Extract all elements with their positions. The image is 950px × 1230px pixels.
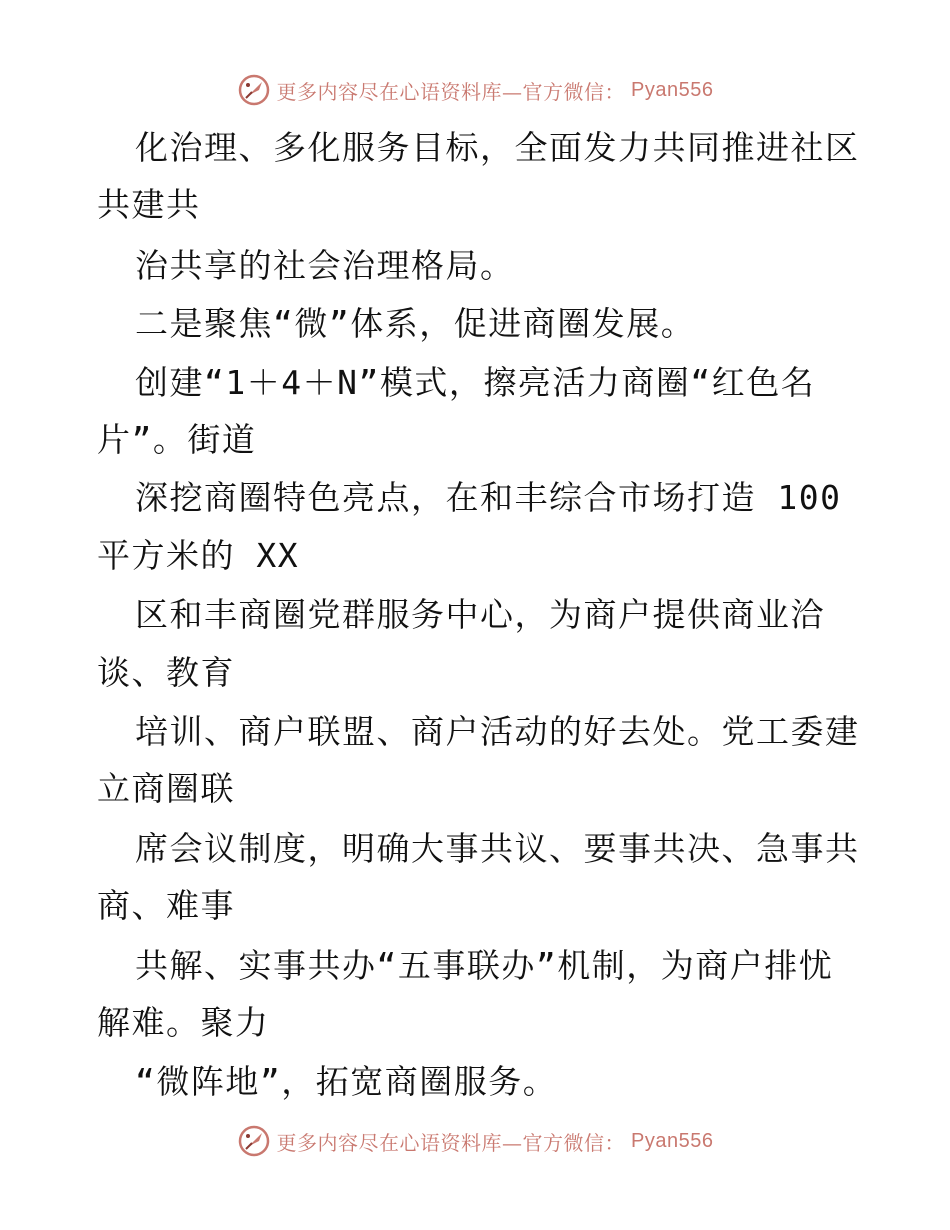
paragraph-line: 二是聚焦“微”体系，促进商圈发展。 [135, 304, 696, 343]
feather-pen-icon [237, 73, 271, 107]
paragraph-line: 治共享的社会治理格局。 [135, 246, 515, 285]
paragraph-line: 立商圈联 [97, 769, 235, 808]
paragraph-line: 创建“1＋4＋N”模式，擦亮活力商圈“红色名 [135, 363, 816, 402]
paragraph-line: 共建共 [97, 185, 201, 224]
paragraph-line: 培训、商户联盟、商户活动的好去处。党工委建 [135, 712, 860, 751]
footer-watermark [0, 1121, 950, 1161]
paragraph-line: 共解、实事共办“五事联办”机制，为商户排忧 [135, 946, 834, 985]
watermark-wechat-id: Pyan556 [631, 78, 714, 101]
paragraph-line: 席会议制度，明确大事共议、要事共决、急事共 [135, 829, 860, 868]
paragraph-line: 深挖商圈特色亮点，在和丰综合市场打造 100 [135, 478, 842, 517]
header-watermark [0, 70, 950, 110]
watermark-text: 更多内容尽在心语资料库—官方微信： [276, 1130, 626, 1155]
watermark-wechat-id: Pyan556 [631, 1129, 714, 1152]
paragraph-line: 区和丰商圈党群服务中心，为商户提供商业洽 [135, 595, 825, 634]
paragraph-line: 商、难事 [97, 886, 235, 925]
paragraph-line: 谈、教育 [97, 653, 235, 692]
watermark-text: 更多内容尽在心语资料库—官方微信： [276, 79, 626, 104]
feather-pen-icon [237, 1124, 271, 1158]
paragraph-line: “微阵地”，拓宽商圈服务。 [135, 1062, 558, 1101]
paragraph-line: 平方米的 XX [97, 536, 300, 575]
paragraph-line: 化治理、多化服务目标，全面发力共同推进社区 [135, 128, 860, 167]
paragraph-line: 片”。街道 [97, 420, 257, 459]
paragraph-line: 解难。聚力 [97, 1003, 270, 1042]
